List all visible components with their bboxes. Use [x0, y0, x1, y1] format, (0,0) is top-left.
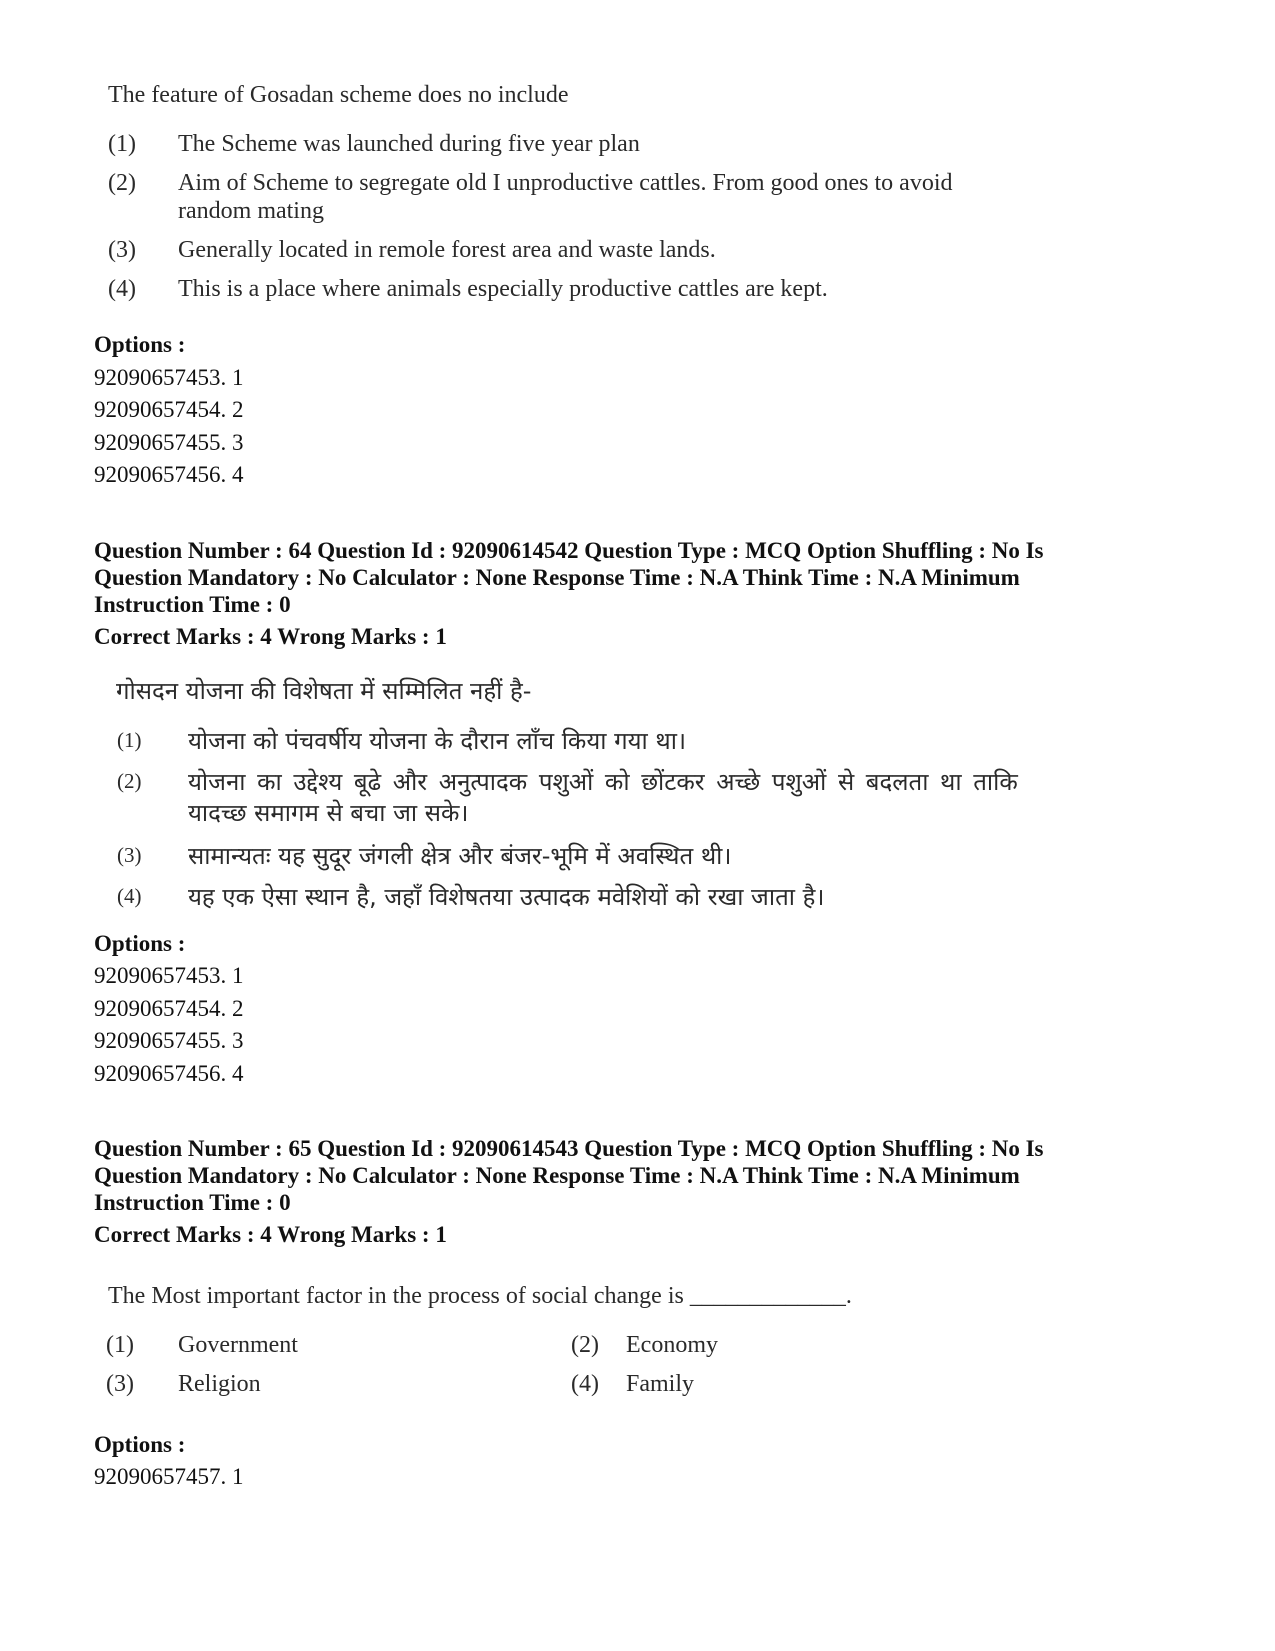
q64-marks: Correct Marks : 4 Wrong Marks : 1 [94, 624, 447, 649]
q63-option-1: 92090657453. 1 [94, 365, 244, 390]
q64-option-2: 92090657454. 2 [94, 996, 244, 1021]
q63-option-4: 92090657456. 4 [94, 462, 244, 487]
q65-options-label: Options : [94, 1432, 186, 1457]
q64-item-3-num: (3) [117, 843, 142, 867]
q65-item-3-num: (3) [106, 1371, 134, 1397]
q63-options-label: Options : [94, 332, 186, 357]
q65-stem: The Most important factor in the process of social change is _____________. [108, 1283, 852, 1309]
q63-item-1-num: (1) [108, 131, 136, 157]
q63-item-1-text: The Scheme was launched during five year plan [178, 131, 640, 157]
q63-option-2: 92090657454. 2 [94, 397, 244, 422]
q65-item-2-num: (2) [571, 1332, 599, 1358]
q64-item-4-text: यह एक ऐसा स्थान है, जहाँ विशेषतया उत्पादक मवेशियों को रखा जाता है। [188, 883, 825, 911]
q64-stem: गोसदन योजना की विशेषता में सम्मिलित नहीं है- [116, 677, 532, 705]
q65-item-3-text: Religion [178, 1371, 261, 1397]
q64-options-label: Options : [94, 931, 186, 956]
q63-item-2-text: Aim of Scheme to segregate old I unproductive cattles. From good ones to avoid [178, 170, 953, 196]
q65-meta-line-1: Question Number : 65 Question Id : 92090614543 Question Type : MCQ Option Shuffling : No Is [94, 1136, 1044, 1161]
q63-item-3-num: (3) [108, 237, 136, 263]
q64-item-2-text-cont: यादच्छ समागम से बचा जा सके। [188, 799, 469, 827]
q65-item-2-text: Economy [626, 1332, 718, 1358]
q64-item-3-text: सामान्यतः यह सुदूर जंगली क्षेत्र और बंजर-भूमि में अवस्थित थी। [188, 842, 732, 870]
q65-meta-line-3: Instruction Time : 0 [94, 1190, 291, 1215]
q63-item-4-num: (4) [108, 276, 136, 302]
q65-item-4-num: (4) [571, 1371, 599, 1397]
q64-item-2-text: योजना का उद्देश्य बूढे और अनुत्पादक पशुओं को छोंटकर अच्छे पशुओं से बदलता था ताकि [188, 768, 1018, 796]
q65-marks: Correct Marks : 4 Wrong Marks : 1 [94, 1222, 447, 1247]
q64-meta-line-3: Instruction Time : 0 [94, 592, 291, 617]
q65-item-1-text: Government [178, 1332, 298, 1358]
q63-item-2-num: (2) [108, 170, 136, 196]
q64-item-4-num: (4) [117, 884, 142, 908]
q64-item-1-num: (1) [117, 728, 142, 752]
q65-meta-line-2: Question Mandatory : No Calculator : None Response Time : N.A Think Time : N.A Minimum [94, 1163, 1020, 1188]
q63-stem: The feature of Gosadan scheme does no include [108, 82, 569, 108]
q63-item-2-text-cont: random mating [178, 198, 324, 224]
q64-option-4: 92090657456. 4 [94, 1061, 244, 1086]
q64-option-1: 92090657453. 1 [94, 963, 244, 988]
q64-meta-line-1: Question Number : 64 Question Id : 92090614542 Question Type : MCQ Option Shuffling : No Is [94, 538, 1044, 563]
q65-option-1: 92090657457. 1 [94, 1464, 244, 1489]
q64-meta-line-2: Question Mandatory : No Calculator : None Response Time : N.A Think Time : N.A Minimum [94, 565, 1020, 590]
q65-item-4-text: Family [626, 1371, 695, 1397]
q64-item-1-text: योजना को पंचवर्षीय योजना के दौरान लाँच किया गया था। [188, 727, 687, 755]
q64-option-3: 92090657455. 3 [94, 1028, 244, 1053]
q65-item-1-num: (1) [106, 1332, 134, 1358]
q63-option-3: 92090657455. 3 [94, 430, 244, 455]
q63-item-4-text: This is a place where animals especially productive cattles are kept. [178, 276, 828, 302]
q64-item-2-num: (2) [117, 769, 142, 793]
q63-item-3-text: Generally located in remole forest area and waste lands. [178, 237, 716, 263]
